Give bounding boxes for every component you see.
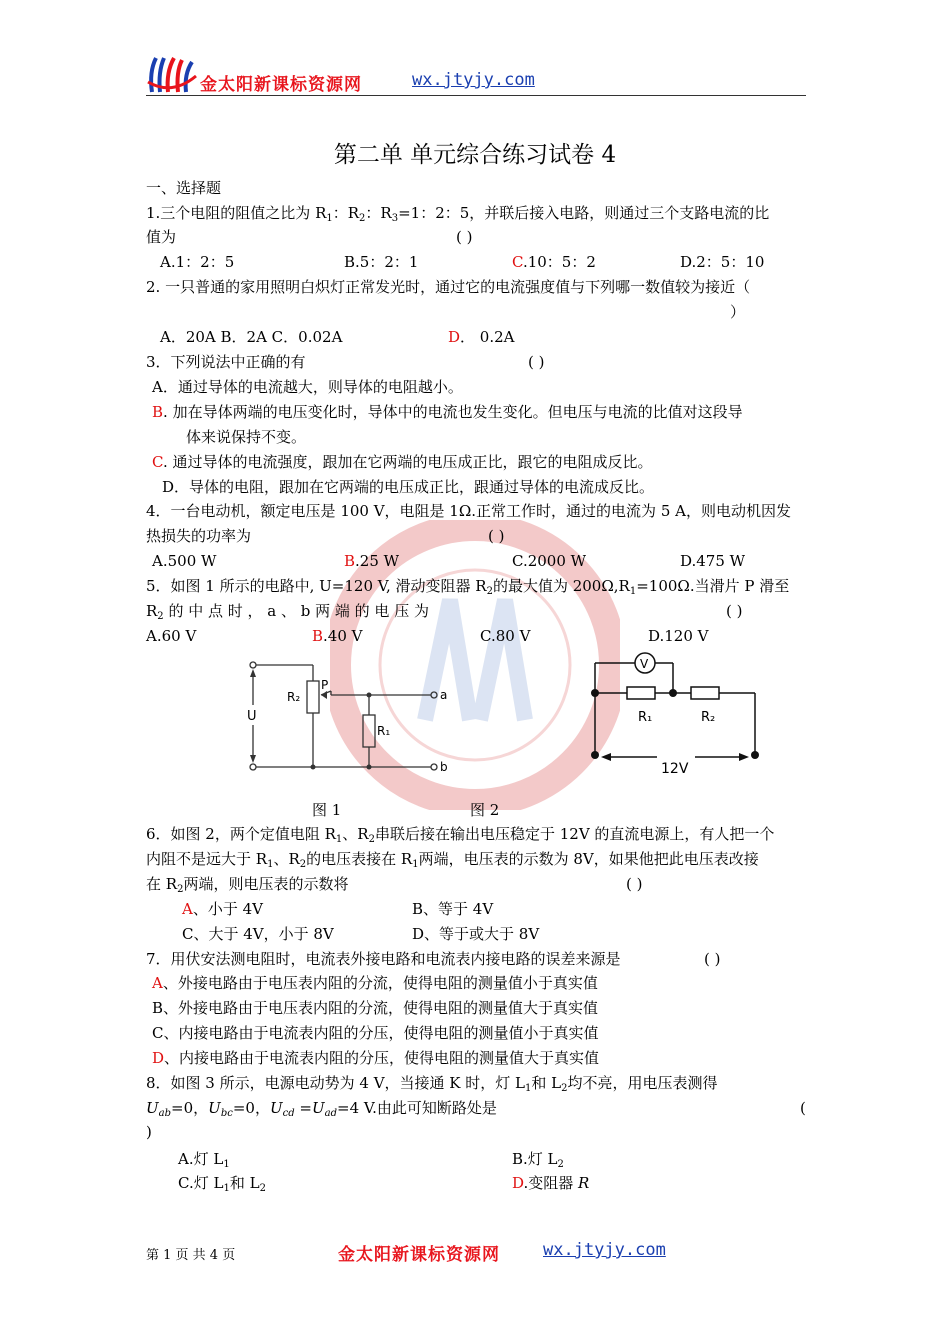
brand-name: 金太阳新课标资源网 xyxy=(200,75,362,95)
option-b: B.5：2：1 xyxy=(344,253,419,271)
option-c: C.10：5：2 xyxy=(512,253,596,271)
svg-text:R₂: R₂ xyxy=(287,690,301,704)
figure-2-caption: 图 2 xyxy=(470,801,500,819)
figure-1-caption: 图 1 xyxy=(312,801,342,819)
figure-2-circuit xyxy=(585,645,775,780)
section-heading: 一、选择题 xyxy=(146,179,222,197)
svg-text:R₁: R₁ xyxy=(377,724,391,738)
option-d: D.2：5：10 xyxy=(680,253,765,271)
page-number: 第 1 页 共 4 页 xyxy=(146,1248,236,1263)
option-a: A.1：2：5 xyxy=(160,253,235,271)
site-link[interactable]: wx.jtyjy.com xyxy=(412,70,535,90)
footer-brand: 金太阳新课标资源网 xyxy=(338,1245,500,1265)
svg-text:12V: 12V xyxy=(661,761,689,777)
figure-1-circuit xyxy=(235,655,465,785)
svg-text:R₁: R₁ xyxy=(638,710,653,725)
svg-text:R₂: R₂ xyxy=(701,710,716,725)
header-divider xyxy=(146,95,806,96)
svg-text:a: a xyxy=(440,688,448,702)
svg-text:V: V xyxy=(640,657,649,671)
footer-link[interactable]: wx.jtyjy.com xyxy=(543,1240,666,1260)
page-title: 第二单 单元综合练习试卷 4 xyxy=(333,142,617,168)
logo-icon xyxy=(146,52,198,98)
svg-text:U: U xyxy=(247,709,257,724)
svg-text:b: b xyxy=(440,760,448,774)
svg-text:P: P xyxy=(321,678,329,692)
